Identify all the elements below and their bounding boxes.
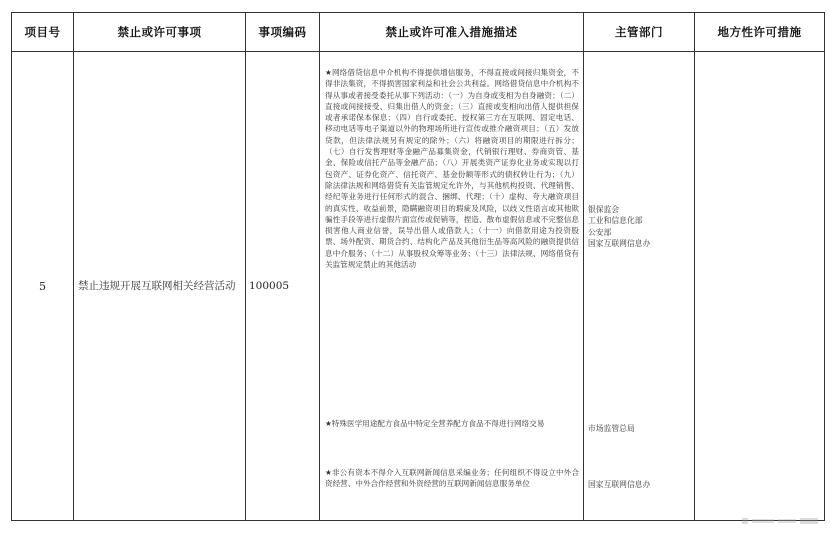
watermark-logo bbox=[740, 515, 822, 527]
cell-measures bbox=[320, 52, 584, 521]
market-access-table bbox=[11, 12, 825, 521]
department-name: 银保监会 bbox=[588, 205, 620, 214]
permit-table-sheet bbox=[11, 12, 824, 520]
department-name: 公安部 bbox=[588, 227, 612, 237]
cell-item-name: 禁止违规开展互联网相关经营活动 bbox=[74, 52, 246, 521]
department-name: 国家互联网信息办 bbox=[588, 238, 651, 248]
header-item-name: 禁止或许可事项 bbox=[74, 13, 246, 52]
header-item-no: 项目号 bbox=[12, 13, 74, 52]
measure-paragraph-medical-food: ★特殊医学用途配方食品中特定全营养配方食品不得进行网络交易 bbox=[325, 419, 545, 428]
cell-item-code: 100005 bbox=[246, 52, 320, 521]
department-group-lending bbox=[588, 204, 691, 249]
header-item-code: 事项编码 bbox=[246, 13, 320, 52]
measure-paragraph-internet-news: ★非公有资本不得介入互联网新闻信息采编业务；任何组织不得设立中外合资经营、中外合作经营和外资经营的互联网新闻信息服务单位 bbox=[325, 468, 579, 489]
cell-department bbox=[584, 52, 695, 521]
table-row bbox=[12, 52, 825, 521]
department-name: 国家互联网信息办 bbox=[588, 480, 651, 489]
department-name: 工业和信息化部 bbox=[588, 216, 643, 226]
cell-local-measures bbox=[695, 52, 825, 521]
department-group-medical-food bbox=[588, 423, 691, 434]
measure-paragraph-lending: ★网络借贷信息中介机构不得提供增信服务，不得直接或间接归集资金，不得非法集资，不得损害国家利益和社会公共利益。网络借贷信息中介机构不得从事或者接受委托从事下列活动：（一）为自身或变相为自身融资；（二）直接或间接接受、归集出借人的资金；（三）直接或变相向出借人提供担保或者承诺保本保息；（四）自行或委托、授权第三方在互联网、固定电话、移动电话等电子渠道以外的物理场所进行宣传或推介融资项目；（五）发放贷款，但法律法规另有规定的除外；（六）将融资项目的期限进行拆分；（七）自行发售理财等金融产品募集资金，代销银行理财、券商资管、基金、保险或信托产品等金融产品；（八）开展类资产证券化业务或实现以打包资产、证券化资产、信托资产、基金份额等形式的债权转让行为；（九）除法律法规和网络借贷有关监管规定允许外，与其他机构投资、代理销售、经纪等业务进行任何形式的混合、捆绑、代理；（十）虚构、夸大融资项目的真实性、收益前景，隐瞒融资项目的瑕疵及风险，以歧义性语言或其他欺骗性手段等进行虚假片面宣传或促销等，捏造、散布虚假信息或不完整信息损害他人商业信誉，误导出借人或借款人；（十一）向借款用途为投资股票、场外配资、期货合约、结构化产品及其他衍生品等高风险的融资提供信息中介服务；（十二）从事股权众筹等业务；（十三）法律法规、网络借贷有关监管规定禁止的其他活动 bbox=[325, 68, 579, 270]
cell-item-no: 5 bbox=[12, 52, 74, 521]
header-measures: 禁止或许可准入措施描述 bbox=[320, 13, 584, 52]
department-name: 市场监管总局 bbox=[588, 424, 635, 433]
header-local-measures: 地方性许可措施 bbox=[695, 13, 825, 52]
department-group-internet-news bbox=[588, 479, 691, 490]
header-department: 主管部门 bbox=[584, 13, 695, 52]
header-row bbox=[12, 13, 825, 52]
